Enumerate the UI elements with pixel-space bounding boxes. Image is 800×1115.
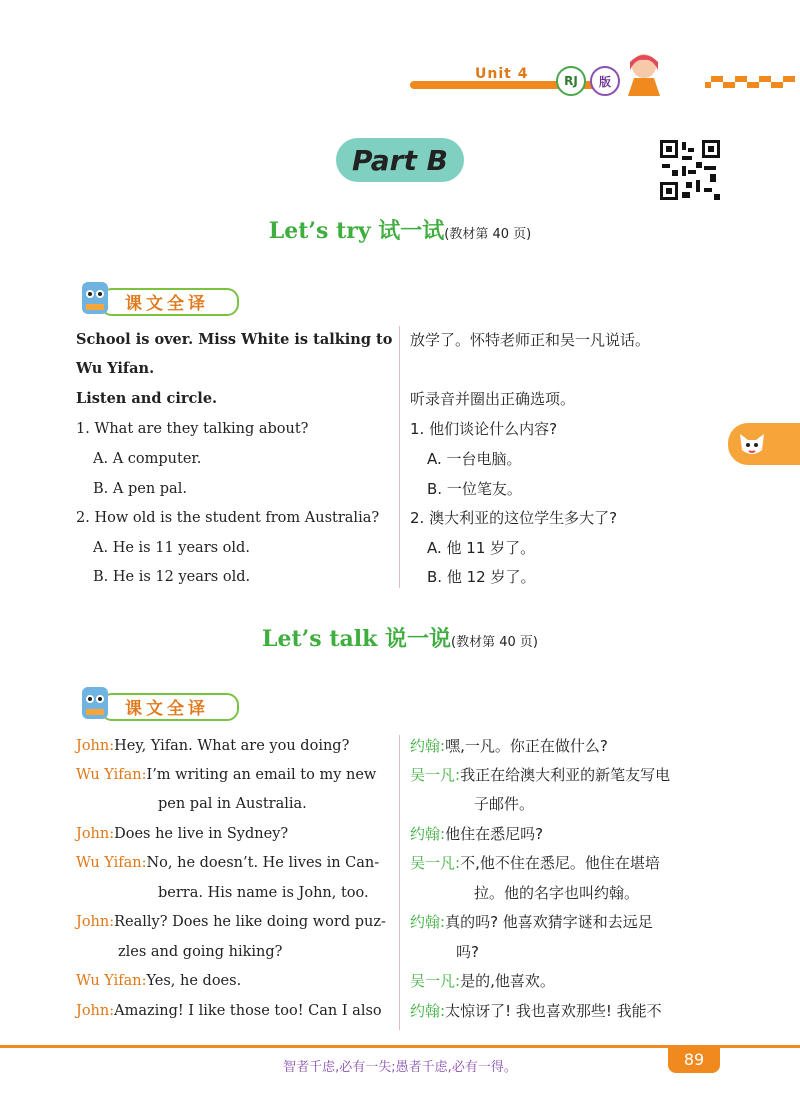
edition-badge-ban: 版: [590, 66, 620, 96]
dialogue-text: berra. His name is John, too.: [158, 885, 369, 901]
try-intro-line2: Wu Yifan.: [76, 360, 155, 377]
dialogue-text: pen pal in Australia.: [158, 796, 307, 812]
dialogue-text: I’m writing an email to my new: [146, 767, 377, 783]
speaker: 约翰:: [410, 1002, 446, 1020]
dialogue-text: 嘿,一凡。你正在做什么?: [445, 737, 608, 755]
dialogue-text: 太惊讶了! 我也喜欢那些! 我能不: [445, 1002, 662, 1020]
dialogue-text: Yes, he does.: [146, 973, 242, 989]
speaker: Wu Yifan:: [76, 973, 147, 989]
speaker: John:: [76, 1003, 115, 1019]
talk-line-zh: [410, 1001, 662, 1021]
try-question-2: 2. How old is the student from Australia?: [76, 510, 380, 526]
qr-code-icon[interactable]: [658, 138, 722, 202]
fox-icon: [736, 428, 768, 460]
dialogue-text: 拉。他的名字也叫约翰。: [474, 884, 640, 902]
dialogue-text: No, he doesn’t. He lives in Can-: [146, 855, 380, 871]
try-question-2-zh: 2. 澳大利亚的这位学生多大了?: [410, 509, 618, 527]
lets-talk-title: Let’s talk 说一说: [262, 626, 452, 652]
speaker: 约翰:: [410, 825, 446, 843]
try-question-1-option-a-zh: A. 一台电脑。: [427, 450, 522, 468]
try-question-1-zh: 1. 他们谈论什么内容?: [410, 420, 558, 438]
column-divider: [399, 735, 400, 1030]
dialogue-text: 我正在给澳大利亚的新笔友写电: [460, 766, 671, 784]
talk-line-zh: [410, 824, 543, 844]
dialogue-text: 是的,他喜欢。: [460, 972, 555, 990]
lets-talk-source: (教材第 40 页): [451, 635, 538, 650]
dialogue-text: 吗?: [456, 943, 479, 961]
try-question-2-option-a-zh: A. 他 11 岁了。: [427, 539, 536, 557]
dialogue-text: Hey, Yifan. What are you doing?: [114, 738, 350, 754]
try-question-2-option-b: B. He is 12 years old.: [93, 569, 251, 585]
talk-line-zh: [410, 912, 653, 932]
talk-line-zh: [410, 853, 660, 873]
try-intro-zh: 放学了。怀特老师正和吴一凡说话。: [410, 331, 651, 349]
footer-proverb: 智者千虑,必有一失;愚者千虑,必有一得。: [283, 1060, 517, 1075]
try-question-1-option-b: B. A pen pal.: [93, 481, 187, 497]
cartoon-girl-icon: [612, 48, 682, 98]
mascot-icon: [78, 278, 112, 318]
lets-try-source: (教材第 40 页): [444, 227, 532, 242]
translation-label: 课文全译: [125, 294, 209, 314]
dialogue-text: 不,他不住在悉尼。他住在堪培: [460, 854, 660, 872]
try-instruction-zh: 听录音并圈出正确选项。: [410, 390, 576, 408]
speaker: Wu Yifan:: [76, 855, 147, 871]
talk-line-zh: [410, 736, 608, 756]
try-question-1: 1. What are they talking about?: [76, 421, 309, 437]
dialogue-text: Really? Does he like doing word puz-: [114, 914, 386, 930]
part-title: Part B: [336, 138, 464, 182]
dialogue-text: Amazing! I like those too! Can I also: [114, 1003, 382, 1019]
lets-try-heading: [0, 214, 800, 245]
talk-line-zh: [410, 765, 670, 785]
checker-decoration-icon: [705, 72, 800, 92]
mascot-icon: [78, 683, 112, 723]
dialogue-text: Does he live in Sydney?: [114, 826, 289, 842]
talk-line-en: [76, 971, 241, 991]
talk-line-en: [76, 1001, 382, 1021]
page-number: 89: [668, 1045, 720, 1073]
try-question-1-option-b-zh: B. 一位笔友。: [427, 480, 522, 498]
edition-badge-rj: RJ: [556, 66, 586, 96]
talk-line-en: [76, 765, 376, 785]
try-instruction: Listen and circle.: [76, 390, 218, 407]
speaker: Wu Yifan:: [76, 767, 147, 783]
speaker: 吴一凡:: [410, 766, 461, 784]
lets-talk-heading: [0, 622, 800, 653]
try-question-1-option-a: A. A computer.: [93, 451, 202, 467]
try-intro-line1: School is over. Miss White is talking to: [76, 331, 393, 348]
talk-line-zh: [410, 971, 555, 991]
speaker: John:: [76, 914, 115, 930]
speaker: 吴一凡:: [410, 972, 461, 990]
dialogue-text: 他住在悉尼吗?: [445, 825, 544, 843]
talk-line-en: [76, 853, 379, 873]
talk-line-en: [76, 824, 288, 844]
dialogue-text: 子邮件。: [474, 795, 535, 813]
try-question-2-option-a: A. He is 11 years old.: [93, 540, 250, 556]
dialogue-text: 真的吗? 他喜欢猜字谜和去远足: [445, 913, 653, 931]
speaker: John:: [76, 738, 115, 754]
lets-try-title: Let’s try 试一试: [268, 218, 445, 244]
dialogue-text: zles and going hiking?: [118, 944, 283, 960]
talk-line-en: [76, 736, 349, 756]
talk-line-en: [76, 912, 386, 932]
column-divider: [399, 326, 400, 588]
speaker: John:: [76, 826, 115, 842]
speaker: 吴一凡:: [410, 854, 461, 872]
unit-label: Unit 4: [475, 66, 529, 82]
speaker: 约翰:: [410, 913, 446, 931]
speaker: 约翰:: [410, 737, 446, 755]
translation-label: 课文全译: [125, 699, 209, 719]
try-question-2-option-b-zh: B. 他 12 岁了。: [427, 568, 536, 586]
